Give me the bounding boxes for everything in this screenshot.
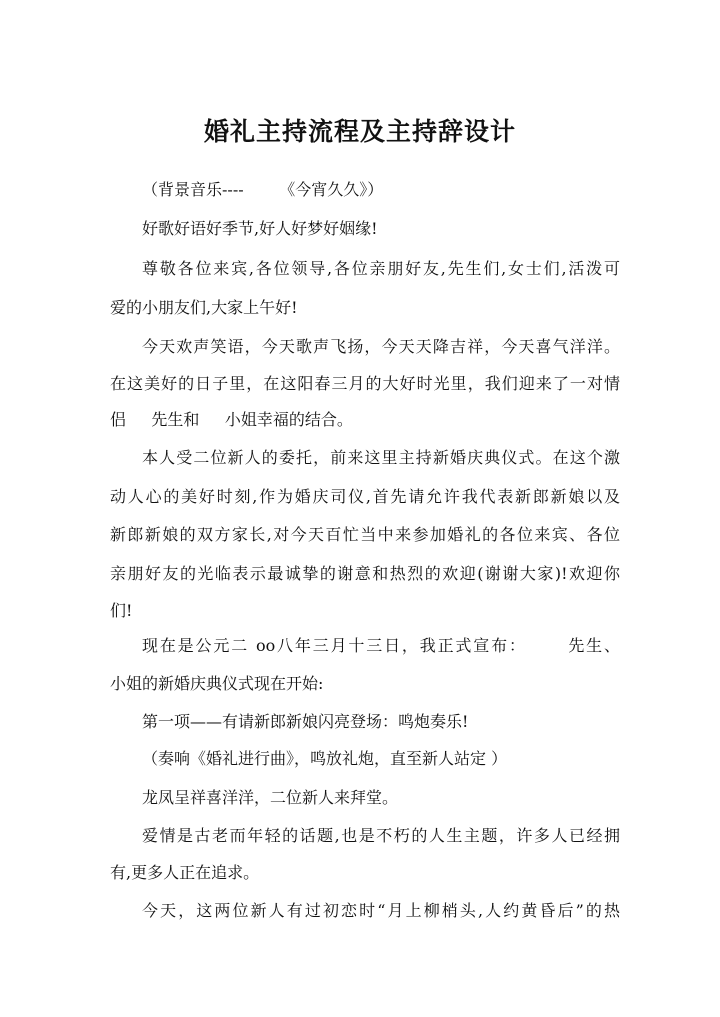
paragraph-line-love-topic-2: 有,更多人正在追求。: [110, 863, 260, 882]
paragraph-line-celebration-2: 在这美好的日子里，在这阳春三月的大好时光里，我们迎来了一对情: [110, 374, 620, 393]
document-title: 婚礼主持流程及主持辞设计: [203, 117, 516, 146]
paragraph-line-item-one: 第一项——有请新郎新娘闪亮登场：鸣炮奏乐!: [142, 712, 469, 731]
paragraph-line-host-intro-1: 本人受二位新人的委托，前来这里主持新婚庆典仪式。在这个激: [142, 448, 620, 467]
paragraph-line-background-music: （背景音乐---- 《今宵久久》）: [142, 180, 384, 199]
paragraph-line-host-intro-2: 动人心的美好时刻,作为婚庆司仪,首先请允许我代表新郎新娘以及: [110, 487, 620, 506]
paragraph-line-opening-couplet: 好歌好语好季节,好人好梦好姻缘!: [142, 219, 378, 238]
paragraph-line-celebration-1: 今天欢声笑语，今天歌声飞扬，今天天降吉祥，今天喜气洋洋。: [142, 337, 620, 356]
paragraph-line-dragon-phoenix: 龙凤呈祥喜洋洋，二位新人来拜堂。: [142, 788, 399, 807]
paragraph-line-stage-direction: （奏响《婚礼进行曲》，鸣放礼炮，直至新人站定 ）: [142, 749, 508, 768]
paragraph-line-first-love: 今天，这两位新人有过初恋时“月上柳梢头,人约黄昏后”的热: [142, 901, 620, 920]
paragraph-line-announcement-1: 现在是公元二 oo八年三月十三日，我正式宣布： 先生、: [142, 636, 620, 655]
paragraph-line-celebration-3: 侣 先生和 小姐幸福的结合。: [110, 410, 353, 429]
paragraph-line-announcement-2: 小姐的新婚庆典仪式现在开始:: [110, 674, 324, 693]
paragraph-line-host-intro-5: 们!: [110, 601, 133, 620]
paragraph-line-greeting-2: 爱的小朋友们,大家上午好!: [110, 298, 298, 317]
paragraph-line-love-topic-1: 爱情是古老而年轻的话题,也是不朽的人生主题，许多人已经拥: [142, 826, 620, 845]
paragraph-line-host-intro-3: 新郎新娘的双方家长,对今天百忙当中来参加婚礼的各位来宾、各位: [110, 525, 620, 544]
paragraph-line-host-intro-4: 亲朋好友的光临表示最诚挚的谢意和热烈的欢迎(谢谢大家)!欢迎你: [110, 564, 620, 583]
paragraph-line-greeting-1: 尊敬各位来宾,各位领导,各位亲朋好友,先生们,女士们,活泼可: [142, 259, 620, 278]
